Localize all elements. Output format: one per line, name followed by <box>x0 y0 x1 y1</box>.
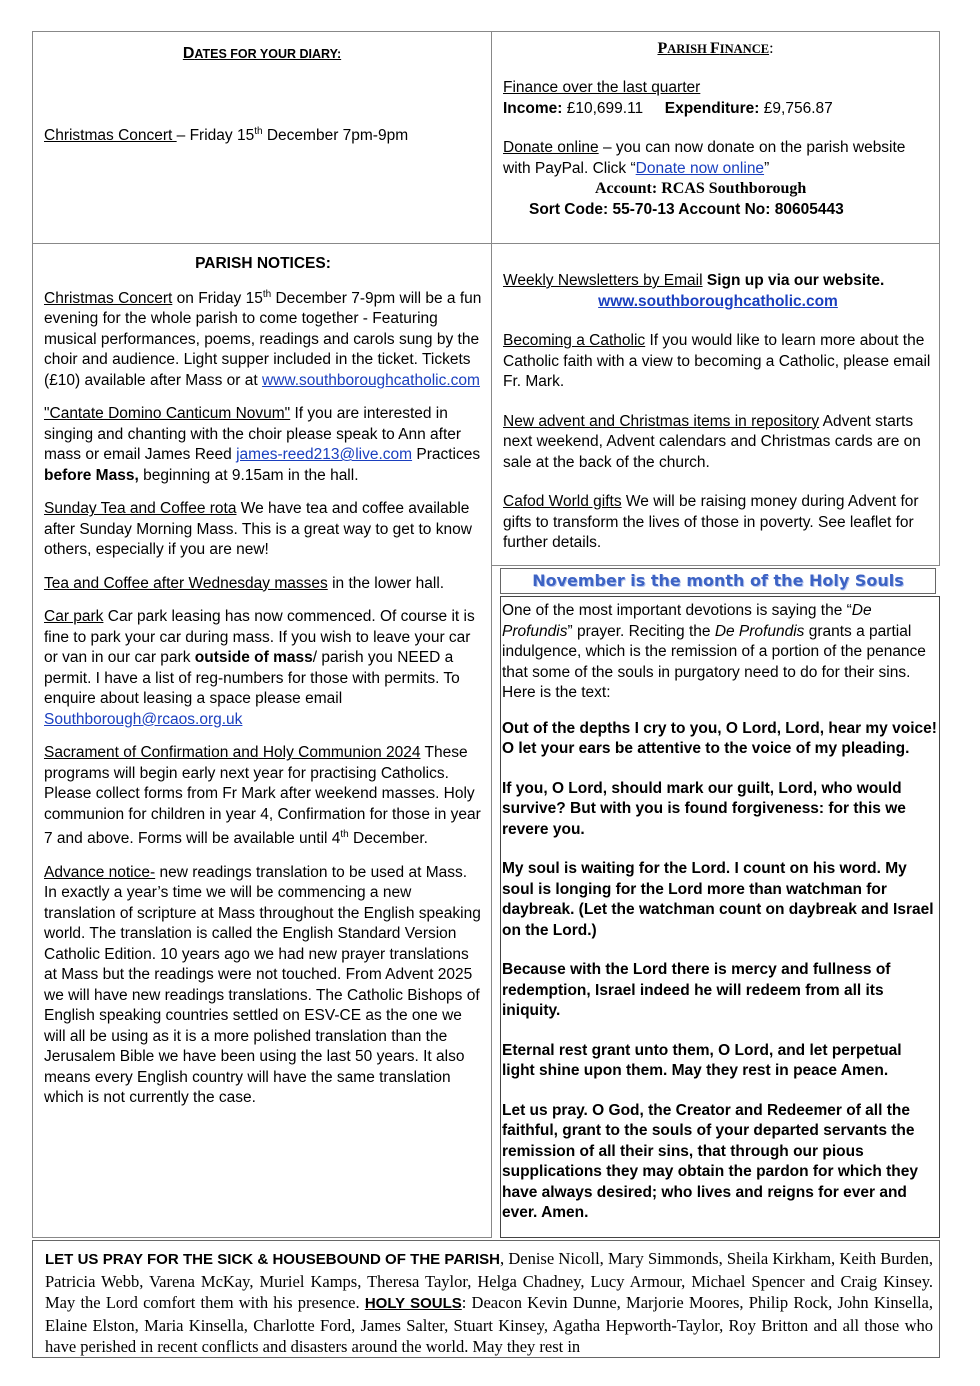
diary-heading: DATES FOR YOUR DIARY: <box>182 45 342 62</box>
notice-tea: Sunday Tea and Coffee rota We have tea and coffee available after Sunday Morning Mass. This is a great way to get to know others, especially if you are new! <box>44 500 472 559</box>
notice-advance: Advance notice- new readings translation to be used at Mass. In exactly a year’s time we will be commencing a new translation of scripture at Mass throughout the English speaking world. The translation is called the English Standard Version Catholic Edition. 10 years ago we had new prayer translations at Mass but the readings were not touched. From Advent 2025 we will have new readings translations. The Catholic Bishops of English speaking countries settled on ESV-CE as the one we will all be using as it is a more polished translation than the Jerusalem Bible we have been using the last 50 years. It also means every English country will have the same translation which is not currently the case. <box>44 863 481 1107</box>
finance-heading: PARISH FINANCE: <box>657 40 774 57</box>
notices-heading: PARISH NOTICES: <box>195 255 331 272</box>
holy-souls-box <box>500 596 940 1238</box>
repository-notice: New advent and Christmas items in repository Advent starts next weekend, Advent calendars and Christmas cards are on sale at the back of the church. <box>503 412 921 471</box>
prayer-verse: Because with the Lord there is mercy and fullness of redemption, Israel indeed he will redeem from all its iniquity. <box>502 961 891 1019</box>
becoming-catholic: Becoming a Catholic If you would like to learn more about the Catholic faith with a view to becoming a Catholic, please email Fr. Mark. <box>503 332 931 390</box>
right-notices-box <box>491 243 940 566</box>
diary-concert: Christmas Concert – Friday 15th December 7pm-9pm <box>44 126 409 145</box>
cafod-notice: Cafod World gifts We will be raising money during Advent for gifts to transform the lives of those in poverty. See leaflet for further details. <box>503 493 919 551</box>
notices-box <box>32 243 492 1238</box>
website-link[interactable]: www.southboroughcatholic.com <box>261 371 480 389</box>
de-profundis-intro: One of the most important devotions is saying the “De Profundis” prayer. Reciting the De Profundis grants a partial indulgence, which is the remission of a portion of the penance that some of the souls in purgatory need to do for their sins. Here is the text: <box>502 602 926 701</box>
holy-souls-title: November is the month of the Holy Souls <box>500 568 936 594</box>
diary-box <box>32 31 492 244</box>
prayer-verse: Out of the depths I cry to you, O Lord, Lord, hear my voice! O let your ears be attentive to the voice of my pleading. <box>502 719 937 757</box>
finance-totals: Income: £10,699.11 Expenditure: £9,756.87 <box>503 99 833 117</box>
email-link[interactable]: james-reed213@live.com <box>236 446 413 464</box>
prayer-verse: Eternal rest grant unto them, O Lord, and let perpetual light shine upon them. May they rest in peace Amen. <box>502 1041 902 1079</box>
footer-prayer-box <box>32 1240 940 1358</box>
sort-code: Sort Code: 55-70-13 Account No: 80605443 <box>529 200 844 218</box>
donate-link[interactable]: Donate now online <box>635 159 765 177</box>
finance-box <box>491 31 940 244</box>
de-profundis-text <box>502 719 938 1224</box>
prayer-list: LET US PRAY FOR THE SICK & HOUSEBOUND OF THE PARISH, Denise Nicoll, Mary Simmonds, Sheila Kirkham, Keith Burden, Patricia Webb, Varena McKay, Muriel Kamps, Theresa Taylor, Helga Chadney, Lucy Armour, Michael Spencer and Craig Kinsey. May the Lord comfort them with his presence. HOLY SOULS: Deacon Kevin Dunne, Marjorie Moores, Philip Rock, John Kinsella, Elaine Elston, Maria Kinsella, Charlotte Ford, James Salter, Stuart Kinsey, Agatha Hepworth-Taylor, Roy Britton and all those who have perished in recent conflicts and disasters around the world. May they rest in <box>45 1249 933 1356</box>
prayer-verse: If you, O Lord, should mark our guilt, Lord, who would survive? But with you is found forgiveness: for this we revere you. <box>502 779 906 838</box>
newsletter-link <box>503 292 933 313</box>
carpark-email-link[interactable]: Southborough@rcaos.org.uk <box>44 710 243 728</box>
prayer-verse: My soul is waiting for the Lord. I count on his word. My soul is longing for the Lord more than watchman for daybreak. (Let the watchman count on daybreak and Israel on the Lord.) <box>502 860 934 939</box>
account-name: Account: RCAS Southborough <box>595 180 807 197</box>
notice-sacrament: Sacrament of Confirmation and Holy Communion 2024 These programs will begin early next year for practising Catholics. Please collect forms from Fr Mark after weekend masses. Holy communion for children in year 4, Confirmation for those in year 7 and above. Forms will be available until 4th December. <box>44 744 481 848</box>
newsletter-text: Weekly Newsletters by Email Sign up via our website. <box>503 272 885 289</box>
newsletter-website-link[interactable]: www.southboroughcatholic.com <box>598 292 838 310</box>
notice-wednesday: Tea and Coffee after Wednesday masses in the lower hall. <box>44 574 445 592</box>
notice-carpark: Car park Car park leasing has now commenced. Of course it is fine to park your car during mass. If you wish to leave your car or van in our car park outside of mass/ parish you NEED a permit. I have a list of reg-numbers for those with permits. To enquire about leasing a space please email Southborough@rcaos.org.uk <box>44 608 475 728</box>
finance-quarter: Finance over the last quarter <box>503 79 701 96</box>
donate-text: Donate online – you can now donate on the parish website with PayPal. Click “Donate now online” <box>503 139 906 177</box>
notice-cantate: "Cantate Domino Canticum Novum" If you are interested in singing and chanting with the choir please speak to Ann after mass or email James Reed james-reed213@live.com Practices before Mass, beginning at 9.15am in the hall. <box>44 405 481 484</box>
notice-concert: Christmas Concert on Friday 15th December 7-9pm will be a fun evening for the whole parish to come together - Featuring musical performances, poems, readings and carols sung by the choir and audience. Light supper included in the ticket. Tickets (£10) available after Mass or at www.southboroughcatholic.com <box>44 288 482 389</box>
prayer-verse: Let us pray. O God, the Creator and Redeemer of all the faithful, grant to the souls of your departed servants the remission of all their sins, that through our pious supplications they may obtain the pardon for which they have always desired; who lives and reigns for ever and ever. Amen. <box>502 1101 918 1221</box>
